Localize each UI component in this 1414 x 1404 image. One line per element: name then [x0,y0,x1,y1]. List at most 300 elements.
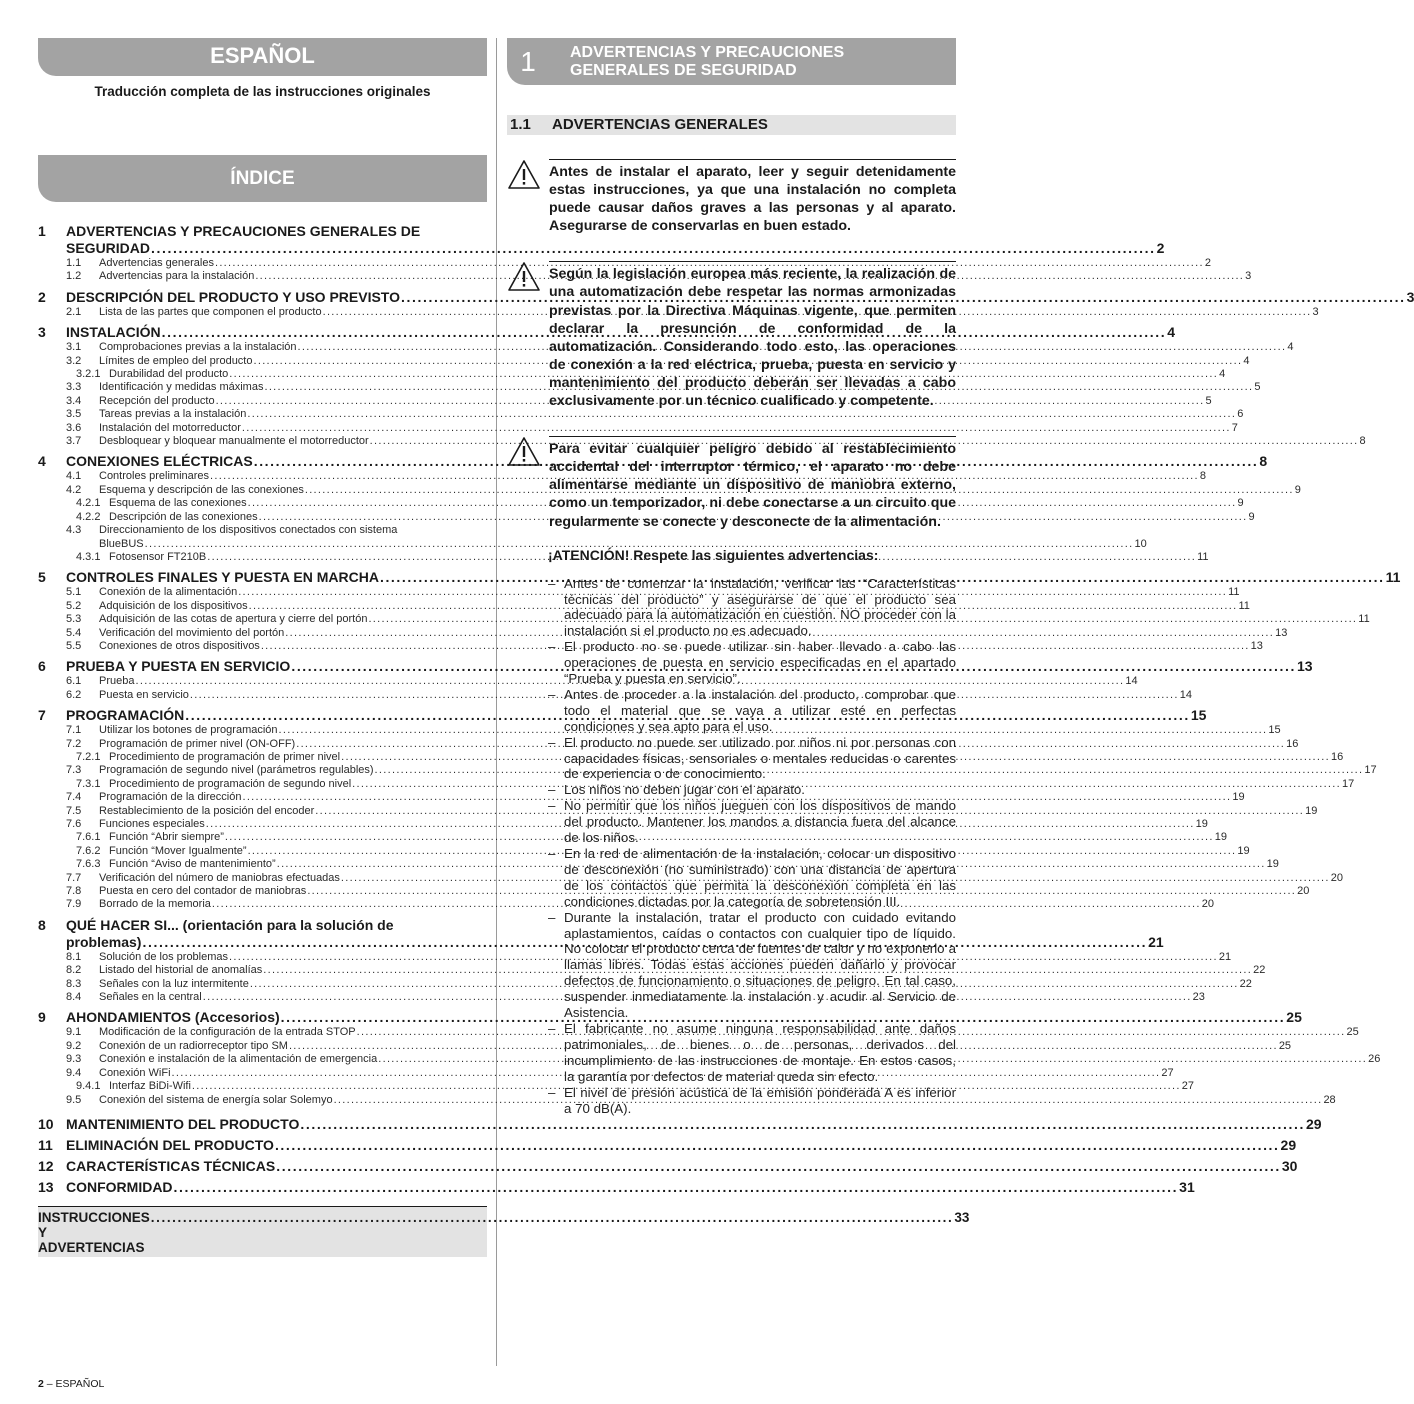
toc-chapter[interactable] [38,1136,1297,1154]
toc-page: 20 [1297,885,1310,898]
toc-chapter[interactable] [38,707,1207,724]
toc-page: 28 [1323,1093,1336,1106]
toc-page: 4 [1287,341,1294,354]
bullet-text: Los niños no deben jugar con el aparato. [564,782,805,798]
toc-entry[interactable] [38,818,1208,831]
section-title: ADVERTENCIAS Y PRECAUCIONES GENERALES DE SEGURIDAD [570,43,845,79]
toc-entry[interactable] [38,1053,1381,1066]
toc-entry[interactable] [38,524,1147,551]
toc-entry[interactable] [38,791,1245,804]
toc-number: 7.7 [66,871,82,884]
toc-page: 3 [1406,288,1414,305]
toc-page: 25 [1278,1039,1292,1052]
toc-label: Comprobaciones previas a la instalación [99,341,297,354]
toc-entry[interactable] [38,991,1205,1004]
toc-label: Interfaz BiDi-Wifi [109,1080,191,1093]
list-item [548,846,956,910]
subsection-heading [507,115,956,135]
toc-page: 19 [1214,831,1228,844]
list-item [548,1021,956,1085]
toc-page: 15 [1268,724,1281,737]
toc-number: 5.3 [66,613,82,626]
toc-page: 6 [1237,408,1244,421]
toc-number: 3.2 [66,354,82,367]
toc-number: 8 [38,916,46,933]
toc-page: 9 [1248,510,1255,523]
toc-page: 5 [1205,394,1212,407]
toc-page: 9 [1294,483,1301,496]
toc-number: 1.2 [66,270,82,283]
toc-page: 5 [1254,381,1261,394]
toc-number: 4 [38,453,46,470]
toc-label: Puesta en cero del contador de maniobras [99,885,307,898]
section-banner [507,38,956,85]
toc-page: 19 [1237,844,1250,857]
toc-page: 11 [1228,586,1240,599]
subsection-title: ADVERTENCIAS GENERALES [552,116,768,133]
toc-label: Solución de los problemas [99,950,229,963]
toc-label: PRUEBA Y PUESTA EN SERVICIO [66,658,291,675]
toc-label: Advertencias generales [99,257,214,269]
toc-page: 22 [1253,964,1266,977]
toc-number: 8.2 [66,964,82,977]
toc-number: 4.3.1 [76,550,101,563]
bullet-dash: – [548,575,556,591]
toc-number: 5.2 [66,599,82,612]
toc-page: 2 [1156,240,1165,256]
toc-page: 13 [1296,658,1313,675]
toc-label: Borrado de la memoria [99,898,211,911]
list-item [548,782,956,798]
toc-label: ELIMINACIÓN DEL PRODUCTO [66,1136,274,1153]
toc-number: 4.2 [66,483,82,496]
bullet-dash: – [548,798,556,814]
toc-entry[interactable] [38,599,1250,613]
toc-number: 7.6 [66,818,82,830]
list-item [548,576,956,640]
toc-final-entry[interactable] [38,1206,970,1257]
toc-label: Desbloquear y bloquear manualmente el motorreductor [99,435,369,448]
bullet-dash: – [548,686,556,702]
toc-page: 21 [1148,933,1164,950]
toc-number: 9.4 [66,1066,82,1079]
toc-number: 7.2 [66,737,82,750]
toc-label: Utilizar los botones de programación [99,724,278,737]
toc-number: 5.1 [66,586,82,599]
toc-number: 9.1 [66,1026,82,1039]
toc-label: SEGURIDAD [66,240,151,256]
toc-chapter[interactable] [38,569,1401,586]
toc-entry[interactable] [38,831,1228,844]
list-item [548,910,956,1021]
toc-label: Identificación y medidas máximas [99,381,264,394]
toc-page: 11 [1238,599,1250,612]
toc-entry[interactable] [38,898,1214,911]
toc-number: 7.3 [66,764,82,777]
warning-block [507,436,956,530]
warning-text: Según la legislación europea más reciente, la realización de una automatización debe respetar las normas armonizadas previstas por la Directiva Máquinas vigente, que permiten declarar la presunción de conformidad de la automatización. Considerando todo esto, las operaciones de conexión a la red eléctrica, prueba, puesta en servicio y mantenimiento del producto deberán ser llevadas a cabo exclusivamente por un técnico cualificado y competente. [549,261,956,410]
toc-number: 3.6 [66,421,82,434]
toc-entry[interactable] [38,435,1366,448]
toc-page: 27 [1161,1066,1174,1079]
toc-label: ADVERTENCIAS Y PRECAUCIONES GENERALES DE [66,223,421,239]
toc-entry[interactable] [38,510,1255,524]
bullet-text: El nivel de presión acústica de la emisión ponderada A es inferior a 70 dB(A). [564,1084,956,1116]
toc-label: AHONDAMIENTOS (Accesorios) [66,1009,280,1026]
list-item [548,735,956,783]
toc-page: 20 [1330,871,1344,884]
toc-label: CONEXIONES ELÉCTRICAS [66,453,253,470]
toc-page: 11 [1358,613,1370,626]
toc-number: 13 [38,1178,54,1195]
toc-number: 3.2.1 [76,368,101,381]
page-footer [38,1378,104,1390]
toc-page: 33 [954,1209,970,1225]
toc-page: 9 [1237,497,1244,510]
toc-number: 4.3 [66,524,82,537]
index-banner: ÍNDICE [38,155,487,202]
bullet-text: En la red de alimentación de la instalación, colocar un dispositivo de desconexión (no suministrado) con una distancia de apertura de los contactos que permita la desconexión completa en las condiciones dictadas por la categoría de sobretensión III. [564,846,956,909]
toc-entry[interactable] [38,844,1250,858]
toc-label: Función “Abrir siempre” [109,831,224,844]
toc-page: 29 [1305,1115,1322,1132]
toc-label: Programación de primer nivel (ON-OFF) [99,737,296,750]
toc-chapter[interactable] [38,658,1313,675]
toc-number: 10 [38,1115,54,1132]
toc-number: 7.5 [66,804,82,817]
bullet-dash: – [548,782,556,798]
toc-chapter[interactable] [38,1009,1302,1026]
toc-label: Procedimiento de programación de segundo nivel [109,777,352,790]
warning-triangle-icon [507,261,549,410]
warning-text: Para evitar cualquier peligro debido al restablecimiento accidental del interruptor térmico, el aparato no debe alimentarse mediante un dispositivo de maniobra externo, como un temporizador, ni debe conectarse a un circuito que regularmente se conecte y desconecte de la alimentación. [549,436,956,530]
toc-entry[interactable] [38,804,1318,818]
toc-number: 7.9 [66,898,82,911]
bullet-dash: – [548,1084,556,1100]
language-banner: ESPAÑOL [38,38,487,76]
toc-label: Señales con la luz intermitente [99,977,249,990]
toc-page: 25 [1346,1026,1359,1039]
toc-number: 7.4 [66,791,82,804]
bullet-text: Antes de proceder a la instalación del producto, comprobar que todo el material que se vaya a utilizar esté en perfectas condiciones y sea apto para el uso. [564,686,956,734]
toc-entry[interactable] [38,381,1261,394]
toc-page: 23 [1192,991,1205,1004]
toc-label: INSTRUCCIONES Y ADVERTENCIAS [38,1209,150,1255]
toc-page: 7 [1231,421,1238,434]
toc-entry[interactable] [38,858,1279,871]
toc-page: 19 [1305,804,1318,817]
toc-entry[interactable] [38,408,1244,421]
toc-entry[interactable] [38,394,1212,408]
list-item [548,798,956,846]
bullet-dash: – [548,846,556,861]
toc-page: 8 [1359,435,1366,448]
toc-page: 2 [1204,257,1211,269]
toc-label: Funciones especiales [99,818,205,830]
bullet-text: No permitir que los niños jueguen con los dispositivos de mando del producto. Mantener los mandos a distancia fuera del alcance de los niños. [564,798,956,846]
toc-entry[interactable] [38,1039,1292,1053]
toc-number: 7.8 [66,885,82,898]
toc-chapter[interactable] [38,288,1414,306]
toc-entry[interactable] [38,1093,1336,1107]
toc-label: Conexión de la alimentación [99,586,238,599]
subsection-number: 1.1 [510,116,531,133]
toc-label: Modificación de la configuración de la entrada STOP [99,1026,356,1039]
toc-entry[interactable] [38,483,1301,497]
toc-number: 7 [38,707,46,724]
warnings-list [548,576,956,1117]
toc-page: 20 [1201,898,1214,911]
toc-number: 7.6.2 [76,844,101,857]
section-number: 1 [520,45,536,77]
toc-page: 29 [1280,1136,1297,1153]
toc-label: Conexión e instalación de la alimentación de emergencia [99,1053,378,1066]
toc-label: CONTROLES FINALES Y PUESTA EN MARCHA [66,569,379,586]
warning-triangle-icon [507,159,549,235]
bullet-text: El producto no se puede utilizar sin haber llevado a cabo las operaciones de puesta en servicio especificadas en el apartado “Prueba y puesta en servicio”. [564,639,956,687]
toc-entry[interactable] [38,1080,1195,1093]
toc-label: Controles preliminares [99,470,210,483]
toc-label: Lista de las partes que componen el producto [99,305,322,318]
toc-page: 13 [1250,639,1263,652]
toc-label: Prueba [99,675,135,688]
toc-label: Fotosensor FT210B [109,550,207,563]
toc-number: 5 [38,569,46,586]
toc-entry[interactable] [38,724,1281,737]
toc-label: Instalación del motorreductor [99,421,241,434]
toc-page: 4 [1243,354,1250,367]
toc-label: Adquisición de las cotas de apertura y cierre del portón [99,613,368,626]
attention-title: ¡ATENCIÓN! Respete las siguientes advertencias: [548,546,879,563]
toc-number: 9 [38,1009,46,1026]
toc-page: 22 [1239,977,1252,990]
toc-label: Recepción del producto [99,394,215,407]
toc-label: Función “Aviso de mantenimiento” [109,858,276,871]
toc-label: DESCRIPCIÓN DEL PRODUCTO Y USO PREVISTO [66,288,400,305]
toc-number: 12 [38,1157,54,1174]
toc-page: 25 [1286,1009,1302,1026]
toc-entry[interactable] [38,368,1226,381]
toc-page: 21 [1218,950,1232,963]
toc-label: Tareas previas a la instalación [99,408,247,421]
page-number: 2 [38,1378,44,1390]
toc-number: 3.3 [66,381,82,394]
toc-label: CONFORMIDAD [66,1178,173,1195]
toc-entry[interactable] [38,626,1288,640]
toc-entry[interactable] [38,737,1299,751]
toc-entry[interactable] [38,1026,1359,1039]
toc-page: 31 [1179,1178,1195,1195]
toc-number: 2 [38,288,46,305]
bullet-dash: – [548,909,556,925]
toc-number: 8.4 [66,991,82,1004]
toc-number: 3.1 [66,341,82,354]
toc-number: 3 [38,324,46,341]
toc-entry[interactable] [38,885,1310,898]
toc-number: 7.3.1 [76,777,101,790]
toc-page: 13 [1275,626,1288,639]
toc-label: Puesta en servicio [99,688,189,701]
list-item [548,639,956,687]
toc-page: 16 [1330,750,1344,763]
toc-chapter[interactable] [38,223,1165,257]
list-item [548,687,956,735]
subtitle: Traducción completa de las instrucciones originales [94,84,431,99]
toc-number: 8.3 [66,977,82,990]
toc-page: 4 [1219,368,1226,381]
bullet-dash: – [548,1020,556,1036]
toc-page: 3 [1312,305,1319,318]
toc-entry[interactable] [38,270,1252,283]
toc-label: BlueBUS [99,537,144,550]
toc-label: Adquisición de los dispositivos [99,599,248,612]
toc-chapter[interactable] [38,324,1176,341]
toc-page: 11 [1197,550,1209,563]
warning-triangle-icon [507,436,549,530]
toc-label: Restablecimiento de la posición del encoder [99,804,315,817]
toc-entry[interactable] [38,586,1240,599]
toc-entry[interactable] [38,341,1294,354]
toc-entry[interactable] [38,639,1263,653]
toc-label: QUÉ HACER SI... (orientación para la solución de [66,916,394,933]
toc-label: Conexión del sistema de energía solar Solemyo [99,1093,333,1106]
toc-number: 4.1 [66,470,82,483]
toc-entry[interactable] [38,497,1244,510]
toc-number: 5.5 [66,639,82,652]
toc-label: Programación de la dirección [99,791,242,804]
warning-block [507,261,956,410]
toc-label: Programación de segundo nivel (parámetros regulables) [99,764,374,777]
bullet-text: El producto no puede ser utilizado por niños ni por personas con capacidades físicas, sensoriales o mentales reducidas o carentes de experiencia o de conocimiento. [564,734,956,782]
toc-page: 14 [1179,688,1192,701]
toc-page: 19 [1266,858,1279,871]
toc-label: Esquema de las conexiones [109,497,247,510]
toc-number: 6.2 [66,688,82,701]
bullet-dash: – [548,639,556,655]
toc-page: 27 [1181,1080,1195,1093]
toc-label: INSTALACIÓN [66,324,161,341]
toc-page: 8 [1259,453,1268,470]
toc-chapter[interactable] [38,1115,1322,1133]
toc-entry[interactable] [38,1066,1174,1080]
toc-number: 6 [38,658,46,675]
toc-number: 3.7 [66,435,82,448]
toc-page: 14 [1125,675,1138,688]
toc-entry[interactable] [38,675,1138,688]
toc-number: 5.4 [66,626,82,639]
toc-label: Función “Mover Igualmente” [109,844,247,857]
toc-label: Descripción de las conexiones [109,510,258,523]
toc-number: 8.1 [66,950,82,963]
toc-page: 11 [1385,569,1401,586]
toc-number: 7.1 [66,724,82,737]
toc-label: Verificación del movimiento del portón [99,626,285,639]
toc-number: 9.3 [66,1053,82,1066]
toc-label: Límites de empleo del producto [99,354,253,367]
toc-entry[interactable] [38,764,1377,777]
toc-number: 7.2.1 [76,750,101,763]
toc-entry[interactable] [38,977,1252,991]
toc-chapter[interactable] [38,453,1268,470]
toc-chapter[interactable] [38,1178,1195,1196]
toc-number: 7.6.3 [76,858,101,871]
toc-entry[interactable] [38,613,1370,626]
toc-page: 26 [1368,1053,1381,1066]
toc-number: 1.1 [66,257,82,269]
toc-number: 6.1 [66,675,82,688]
toc-number: 7.6.1 [76,831,101,844]
toc-label: Conexión WiFi [99,1066,171,1079]
toc-number: 1 [38,223,46,239]
toc-label: Esquema y descripción de las conexiones [99,483,304,496]
toc-number: 9.5 [66,1093,82,1106]
toc-label: Durabilidad del producto [109,368,229,381]
toc-page: 17 [1364,764,1377,777]
toc-page: 30 [1281,1157,1298,1174]
toc-label: CARACTERÍSTICAS TÉCNICAS [66,1157,276,1174]
toc-page: 19 [1232,791,1245,804]
toc-number: 2.1 [66,305,82,318]
toc-number: 4.2.1 [76,497,101,510]
toc-label: Verificación del número de maniobras efectuadas [99,871,340,884]
list-item [548,1085,956,1117]
toc-label: Advertencias para la instalación [99,270,255,283]
bullet-dash: – [548,734,556,750]
toc-entry[interactable] [38,964,1266,977]
toc-page: 8 [1199,470,1207,483]
right-column [507,38,956,1116]
toc-entry[interactable] [38,750,1344,764]
toc-page: 17 [1342,777,1355,790]
toc-label: Conexión de un radiorreceptor tipo SM [99,1039,288,1052]
toc-number: 3.4 [66,394,82,407]
bullet-text: Durante la instalación, tratar el producto con cuidado evitando aplastamientos, caídas o contactos con cualquier tipo de líquido. No colocar el producto cerca de fuentes de calor y no exponerlo a llamas libres. Todas estas acciones pueden dañarlo y provocar defectos de funcionamiento o situaciones de peligro. En tal caso, suspender inmediatamente la instalación y acudir al Servicio de Asistencia. [564,909,956,1021]
toc-number: 11 [38,1136,53,1153]
toc-entry[interactable] [38,688,1192,702]
toc-page: 16 [1286,737,1299,750]
toc-entry[interactable] [38,257,1211,270]
toc-entry[interactable] [38,950,1232,964]
toc-label: Direccionamiento de los dispositivos conectados con sistema [99,524,398,537]
toc-number: 3.5 [66,408,82,421]
toc-entry[interactable] [38,354,1250,368]
toc-page: 19 [1195,818,1208,830]
bullet-text: El fabricante no asume ninguna responsabilidad ante daños patrimoniales, de bienes o de personas, derivados del incumplimiento de las instrucciones de montaje. En estos casos, la garantía por defectos de material queda sin efecto. [564,1020,956,1084]
toc-page: 10 [1134,537,1147,550]
toc-label: Procedimiento de programación de primer nivel [109,750,341,763]
toc-entry[interactable] [38,470,1207,483]
toc-label: MANTENIMIENTO DEL PRODUCTO [66,1115,300,1132]
toc-page: 3 [1245,270,1252,283]
toc-chapter[interactable] [38,916,1164,951]
toc-entry[interactable] [38,421,1238,435]
toc-entry[interactable] [38,305,1319,319]
toc-chapter[interactable] [38,1157,1298,1175]
toc-label: problemas) [66,933,142,950]
toc-page: 4 [1167,324,1176,341]
toc-label: PROGRAMACIÓN [66,707,185,724]
toc-entry[interactable] [38,871,1344,885]
warning-text: Antes de instalar el aparato, leer y seguir detenidamente estas instrucciones, ya que una instalación no completa puede causar daños graves a las personas y al aparato. Asegurarse de conservarlas en buen estado. [549,159,956,235]
toc-label: Señales en la central [99,991,202,1004]
toc-label: Listado del historial de anomalías [99,964,263,977]
toc-number: 9.4.1 [76,1080,101,1093]
bullet-text: Antes de comenzar la instalación, verificar las “Características técnicas del producto” y asegurarse de que el producto sea adecuado para la automatización en cuestión. NO proceder con la instalación si el producto no es adecuado. [564,575,956,639]
warning-block [507,159,956,235]
toc-number: 4.2.2 [76,510,101,523]
toc-label: Conexiones de otros dispositivos [99,639,260,652]
toc-number: 9.2 [66,1039,82,1052]
